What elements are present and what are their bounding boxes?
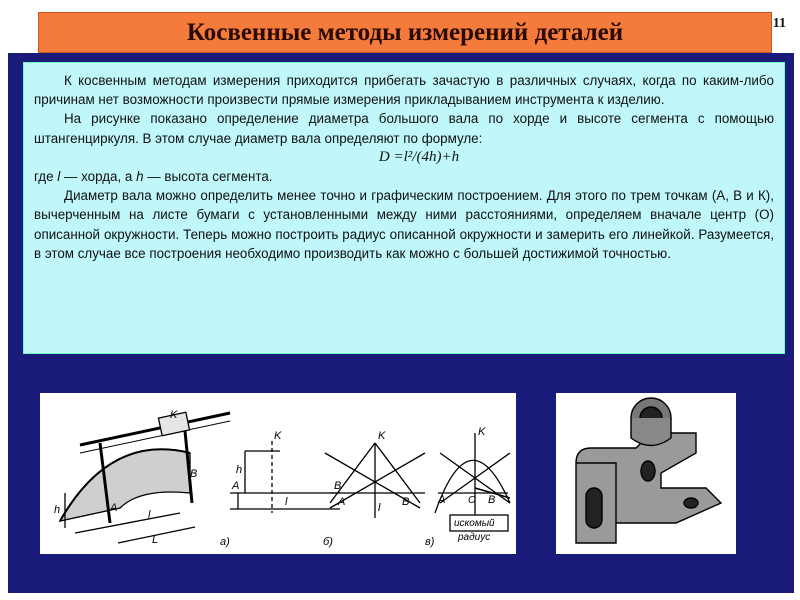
- bracket-drawing: [556, 393, 736, 554]
- label-l-b: l: [378, 502, 381, 514]
- label-sought-1: искомый: [454, 518, 495, 529]
- label-big-l: L: [152, 534, 159, 546]
- label-o-v: O: [468, 495, 476, 506]
- label-k-v: K: [478, 426, 486, 438]
- where-h: h: [136, 169, 144, 185]
- caption-b: б): [323, 536, 333, 548]
- label-b-a: B: [334, 480, 342, 492]
- paragraph-caliper: На рисунке показано определение диаметра большого вала по хорде и высоте сегмента с помощью штангенциркуля. В этом случае диаметр вала определяют по формуле:: [34, 111, 774, 146]
- where-l: l: [57, 169, 61, 185]
- label-a-v: A: [438, 494, 446, 506]
- label-h-a: h: [236, 464, 243, 476]
- shaft-segment: [60, 449, 190, 521]
- paragraph-graphic: Диаметр вала можно определить менее точно и графическим построением. Для этого по трем точкам (А, В и К), вычерченным на листе бумаги с установленными между ними расстояниями, определяем вначале центр (О) описанной окружности. Теперь можно построить радиус описанной окружности и замерить его линейкой. Разумеется, в этом случае все построения необходимо производить как можно с большей достижимой точностью.: [34, 188, 774, 261]
- label-k-caliper: K: [170, 409, 178, 421]
- label-b-caliper: B: [190, 468, 198, 480]
- label-h-caliper: h: [54, 504, 61, 516]
- caption-a: а): [220, 536, 230, 548]
- where-mid: — хорда, а: [60, 169, 137, 185]
- caption-v: в): [425, 536, 435, 548]
- where-prefix: где: [34, 169, 58, 185]
- label-k-a: K: [274, 430, 282, 442]
- slide-title-bar: [38, 12, 772, 53]
- slide-title: Косвенные методы измерений деталей: [186, 18, 624, 46]
- bracket-figure: [556, 393, 736, 554]
- label-a-b: A: [338, 496, 346, 508]
- paragraph-where: [34, 167, 774, 186]
- label-a-a: A: [232, 480, 240, 492]
- label-l-a: l: [285, 496, 288, 508]
- diameter-formula: D =l²/(4h)+h: [378, 148, 460, 165]
- paragraph-intro: К косвенным методам измерения приходится прибегать зачастую в различных случаях, когда по каким-либо причинам нет возможности произвести прямые измерения прикладыванием инструмента к изделию.: [34, 73, 774, 108]
- where-suffix: — высота сегмента.: [143, 169, 273, 185]
- label-sought-2: радиус: [458, 532, 491, 543]
- page-number: 11: [772, 16, 786, 31]
- label-a-caliper: A: [110, 502, 118, 514]
- label-k-b: K: [378, 430, 386, 442]
- construction-figure: [40, 393, 516, 554]
- label-b-b: B: [402, 496, 410, 508]
- text-box: [23, 62, 785, 354]
- label-l-caliper: l: [148, 509, 151, 521]
- label-b-v: B: [488, 494, 496, 506]
- construction-drawing: [40, 393, 516, 554]
